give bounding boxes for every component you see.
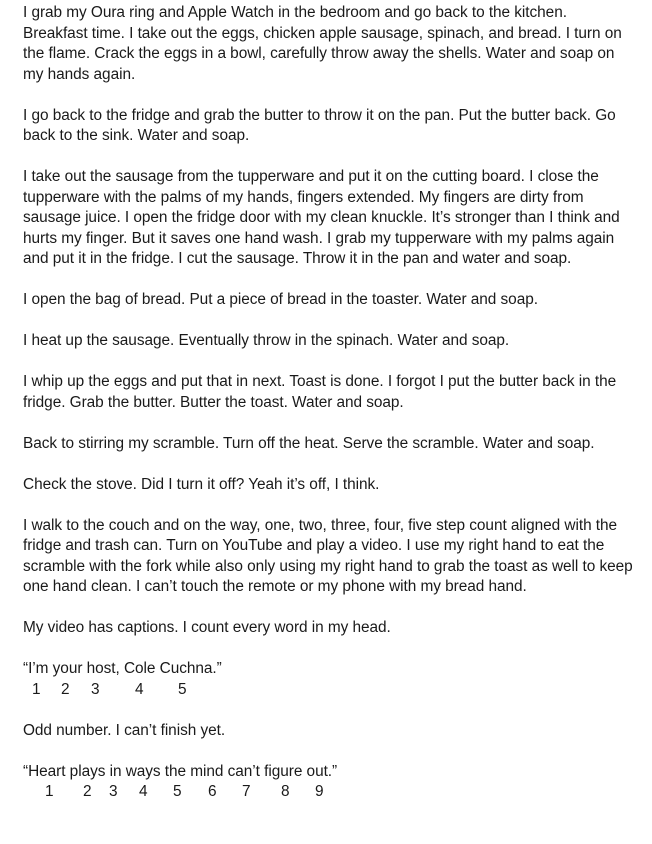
paragraph-bread: I open the bag of bread. Put a piece of bread in the toaster. Water and soap. xyxy=(23,291,538,308)
word-count-number: 5 xyxy=(173,783,182,800)
word-count-number: 8 xyxy=(281,783,290,800)
paragraph-butter: I go back to the fridge and grab the butter to throw it on the pan. Put the butter back. Go back to the sink. Water and soap. xyxy=(23,106,616,144)
paragraph-toast: I whip up the eggs and put that in next. Toast is done. I forgot I put the butter back in the fridge. Grab the butter. Butter the toast. Water and soap. xyxy=(23,373,617,411)
word-count-row-heart xyxy=(23,782,635,803)
word-count-number: 6 xyxy=(208,783,217,800)
word-count-number: 1 xyxy=(32,680,41,698)
word-count-row-host xyxy=(23,680,635,701)
paragraph-couch: I walk to the couch and on the way, one, two, three, four, five step count aligned with the fridge and trash can. Turn on YouTube and play a video. I use my right hand to eat the scramble with the fork while also only using my right hand to grab the toast as well to keep one hand clean. I can’t touch the remote or my phone with my bread hand. xyxy=(23,516,633,595)
word-count-number: 1 xyxy=(45,783,54,800)
paragraph-stove: Check the stove. Did I turn it off? Yeah it’s off, I think. xyxy=(23,475,380,493)
paragraph-sausage: I take out the sausage from the tupperware and put it on the cutting board. I close the tupperware with the palms of my hands, fingers extended. My fingers are dirty from sausage juice. I open the fridge door with my clean knuckle. It’s stronger than I think and hurts my finger. But it saves one hand wash. I grab my tupperware with my palms again and put it in the fridge. I cut the sausage. Throw it in the pan and water and soap. xyxy=(23,168,620,267)
document-body xyxy=(23,3,635,823)
word-count-number: 2 xyxy=(83,783,92,800)
word-count-number: 2 xyxy=(61,680,70,698)
paragraph-scramble: Back to stirring my scramble. Turn off the heat. Serve the scramble. Water and soap. xyxy=(23,434,595,452)
word-count-number: 7 xyxy=(242,783,251,800)
quote-heart: “Heart plays in ways the mind can’t figure out.” xyxy=(23,762,338,780)
paragraph-captions: My video has captions. I count every word in my head. xyxy=(23,619,391,636)
paragraph-odd-number: Odd number. I can’t finish yet. xyxy=(23,721,226,739)
word-count-number: 4 xyxy=(139,783,148,800)
paragraph-spinach: I heat up the sausage. Eventually throw in the spinach. Water and soap. xyxy=(23,332,510,349)
word-count-number: 3 xyxy=(109,783,118,800)
word-count-number: 3 xyxy=(91,680,100,698)
word-count-number: 5 xyxy=(178,680,187,698)
word-count-number: 9 xyxy=(315,783,324,800)
paragraph-breakfast: I grab my Oura ring and Apple Watch in the bedroom and go back to the kitchen. Breakfast time. I take out the eggs, chicken apple sausage, spinach, and bread. I turn on the flame. Crack the eggs in a bowl, carefully throw away the shells. Water and soap on my hands again. xyxy=(23,4,622,83)
word-count-number: 4 xyxy=(135,680,144,698)
quote-host: “I’m your host, Cole Cuchna.” xyxy=(23,660,222,677)
